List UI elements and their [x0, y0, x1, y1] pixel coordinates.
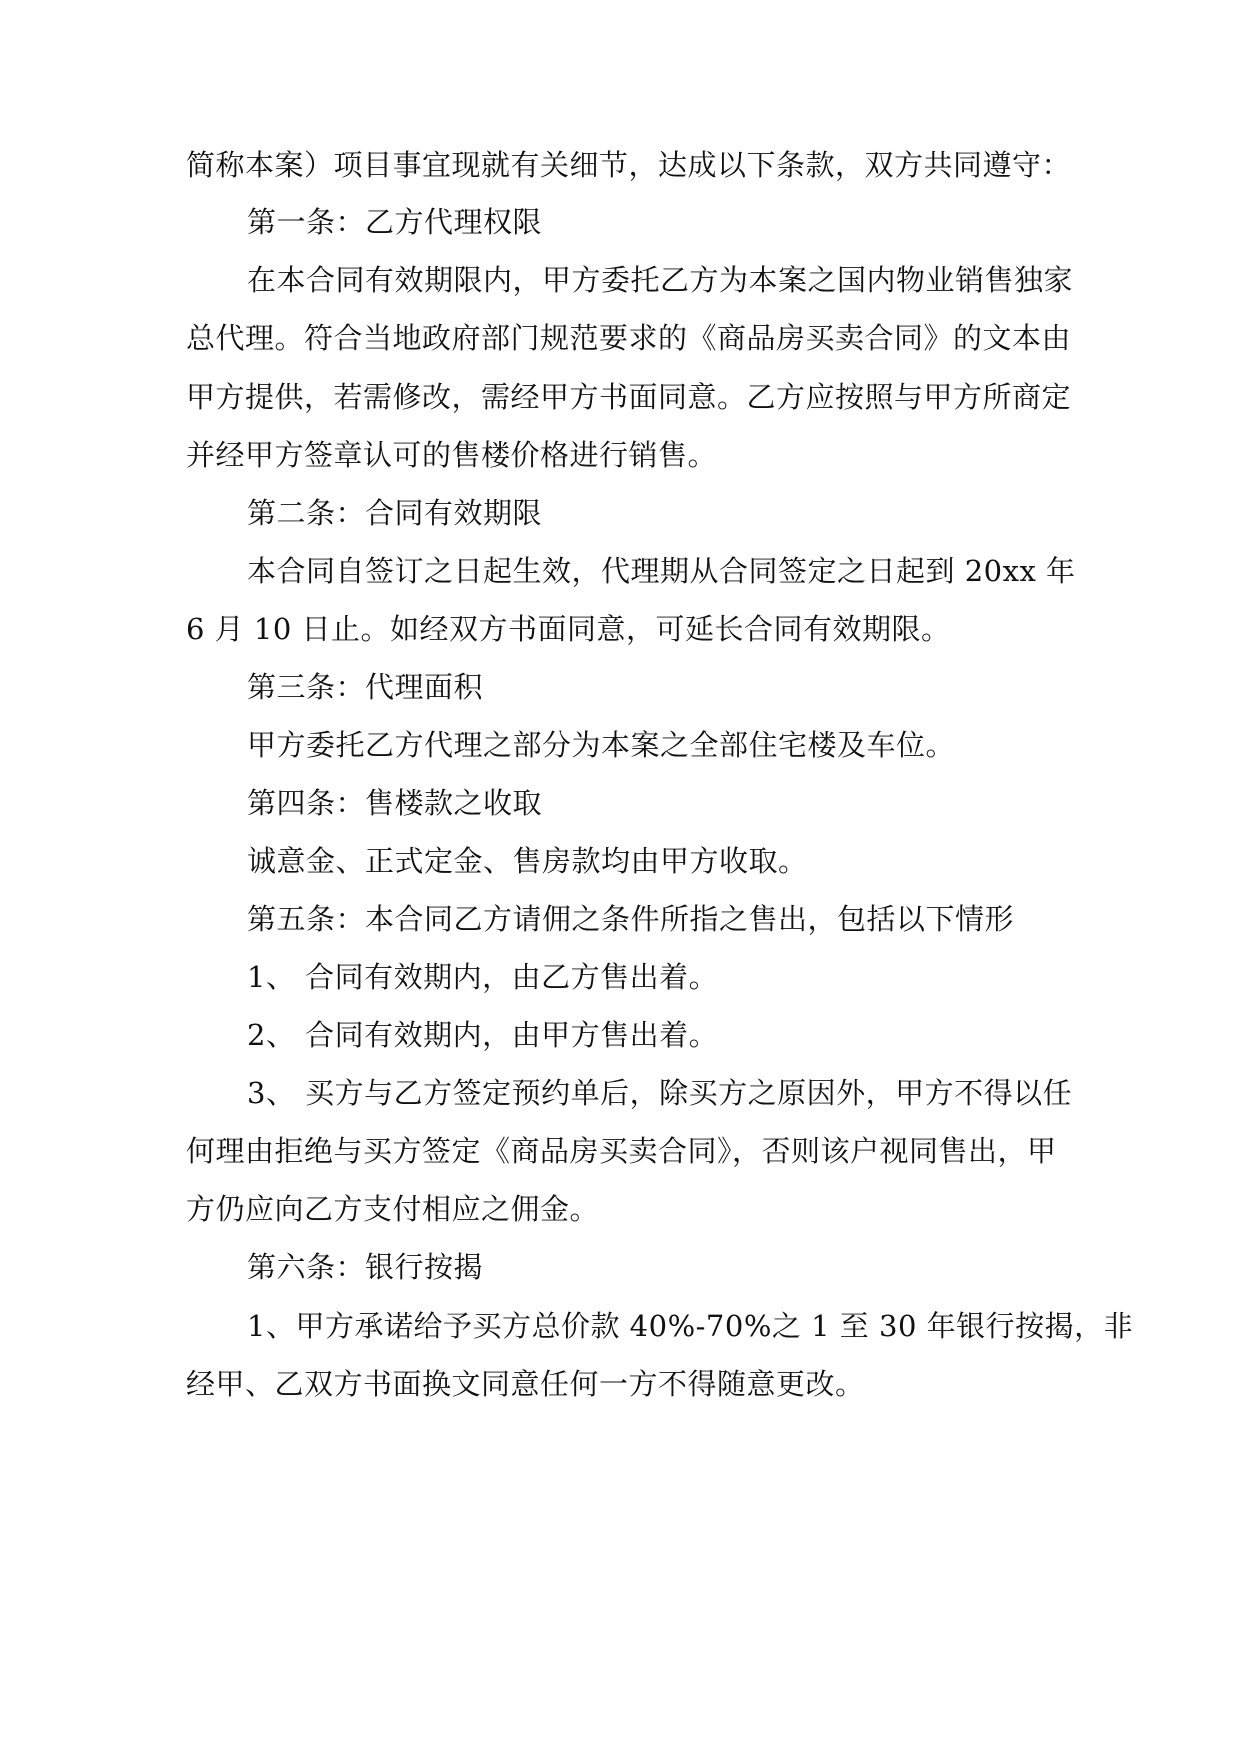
text-line-1: 简称本案）项目事宜现就有关细节，达成以下条款，双方共同遵守：	[186, 148, 1072, 182]
text-line-21: 1、甲方承诺给予买方总价款 40%-70%之 1 至 30 年银行按揭，非	[247, 1309, 1134, 1343]
clause-3-heading: 第三条：代理面积	[247, 670, 484, 704]
text-line-6: 并经甲方签章认可的售楼价格进行销售。	[186, 438, 718, 472]
clause-2-heading: 第二条：合同有效期限	[247, 496, 543, 530]
text-line-11: 甲方委托乙方代理之部分为本案之全部住宅楼及车位。	[247, 728, 956, 762]
clause-4-heading: 第四条：售楼款之收取	[247, 786, 543, 820]
clause-1-heading: 第一条：乙方代理权限	[247, 205, 543, 239]
text-line-22: 经甲、乙双方书面换文同意任何一方不得随意更改。	[186, 1367, 865, 1401]
text-line-13: 诚意金、正式定金、售房款均由甲方收取。	[247, 844, 808, 878]
clause-6-heading: 第六条：银行按揭	[247, 1250, 484, 1284]
text-line-5: 甲方提供，若需修改，需经甲方书面同意。乙方应按照与甲方所商定	[186, 380, 1072, 414]
text-line-3: 在本合同有效期限内，甲方委托乙方为本案之国内物业销售独家	[247, 263, 1074, 297]
text-line-8: 本合同自签订之日起生效，代理期从合同签定之日起到 20xx 年	[247, 554, 1076, 588]
text-line-9: 6 月 10 日止。如经双方书面同意，可延长合同有效期限。	[186, 612, 951, 646]
text-line-19: 方仍应向乙方支付相应之佣金。	[186, 1192, 600, 1226]
clause-5-heading: 第五条：本合同乙方请佣之条件所指之售出，包括以下情形	[247, 902, 1015, 936]
text-line-18: 何理由拒绝与买方签定《商品房买卖合同》，否则该户视同售出，甲	[186, 1134, 1057, 1168]
list-item-2: 2、 合同有效期内，由甲方售出着。	[247, 1018, 719, 1052]
list-item-1: 1、 合同有效期内，由乙方售出着。	[247, 960, 719, 994]
list-item-3: 3、 买方与乙方签定预约单后，除买方之原因外，甲方不得以任	[247, 1076, 1073, 1110]
text-line-4: 总代理。符合当地政府部门规范要求的《商品房买卖合同》的文本由	[186, 321, 1072, 355]
